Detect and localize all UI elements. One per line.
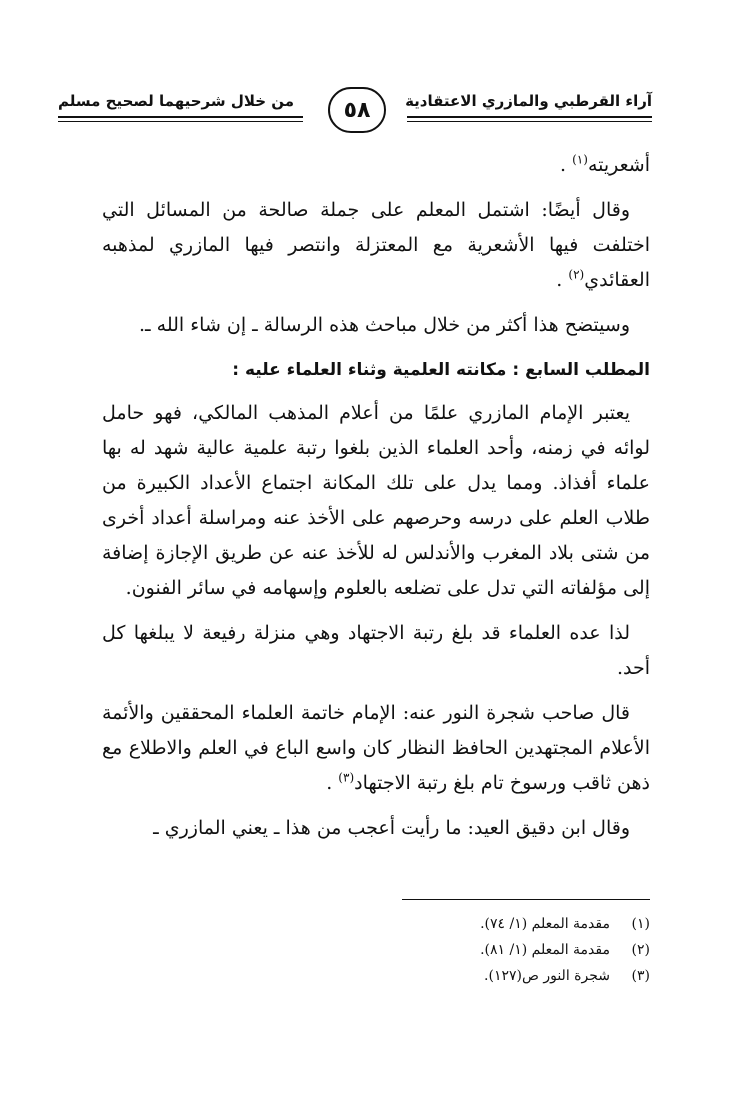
paragraph: وسيتضح هذا أكثر من خلال مباحث هذه الرسالة ـ إن شاء الله ـ. [139,314,630,336]
footnote-text: شجرة النور ص(١٢٧). [484,968,610,984]
paragraph-text: وقال أيضًا: اشتمل المعلم على جملة صالحة من المسائل التي اختلفت فيها الأشعرية مع المعتزلة وانتصر فيها المازري لمذهبه العقائدي [102,199,650,291]
footnote-number: (٣) [631,968,650,984]
footnote-number: (١) [631,916,650,932]
header-rule [407,121,652,122]
header-subtitle: من خلال شرحيهما لصحيح مسلم [58,92,295,110]
footnote-item [102,963,650,989]
footnote-separator [402,899,650,900]
paragraph-text: أشعريته [587,154,650,176]
header-rule [58,121,303,122]
paragraph-end: . [556,269,569,291]
footnote-number: (٢) [631,942,650,958]
footnote-item [102,911,650,937]
paragraph [102,193,650,298]
footnote-text: مقدمة المعلم (١/ ٧٤). [480,916,610,932]
paragraph: لذا عده العلماء قد بلغ رتبة الاجتهاد وهي منزلة رفيعة لا يبلغها كل أحد. [102,622,650,679]
header-rule [58,116,303,118]
running-header [58,82,652,138]
footnote-ref: (٢) [568,267,585,282]
footnote-ref: (١) [572,152,588,167]
header-rule [407,116,652,118]
paragraph-end: . [560,154,573,176]
paragraph [102,148,650,183]
paragraph-end: . [326,772,339,794]
footnote-item [102,937,650,963]
main-text [102,148,650,856]
page-number: ٥٨ [328,87,386,133]
footnote-ref: (٣) [338,770,355,785]
paragraph [102,696,650,801]
footnotes [102,911,650,989]
paragraph-text: قال صاحب شجرة النور عنه: الإمام خاتمة العلماء المحققين والأئمة الأعلام المجتهدين الحافظ النظار كان واسع الباع في العلم والاطلاع مع ذهن ثاقب ورسوخ تام بلغ رتبة الاجتهاد [102,702,650,794]
paragraph: يعتبر الإمام المازري علمًا من أعلام المذهب المالكي، فهو حامل لوائه في زمنه، وأحد العلماء الذين بلغوا رتبة علمية عالية شهد له بها علماء أفذاذ. ومما يدل على تلك المكانة اجتماع الأعداد الكبيرة من طلاب العلم على درسه وحرصهم على الأخذ عنه ومراسلة أعداد أخرى من شتى بلاد المغرب والأندلس له للأخذ عنه عن طريق الإجازة إضافة إلى مؤلفاته التي تدل على تضلعه بالعلوم وإسهامه في سائر الفنون. [102,402,650,599]
footnote-text: مقدمة المعلم (١/ ٨١). [480,942,610,958]
paragraph: وقال ابن دقيق العيد: ما رأيت أعجب من هذا ـ يعني المازري ـ [153,817,630,839]
header-book-title: آراء القرطبي والمازري الاعتقادية [405,92,652,110]
section-heading: المطلب السابع : مكانته العلمية وثناء العلماء عليه : [232,360,650,380]
